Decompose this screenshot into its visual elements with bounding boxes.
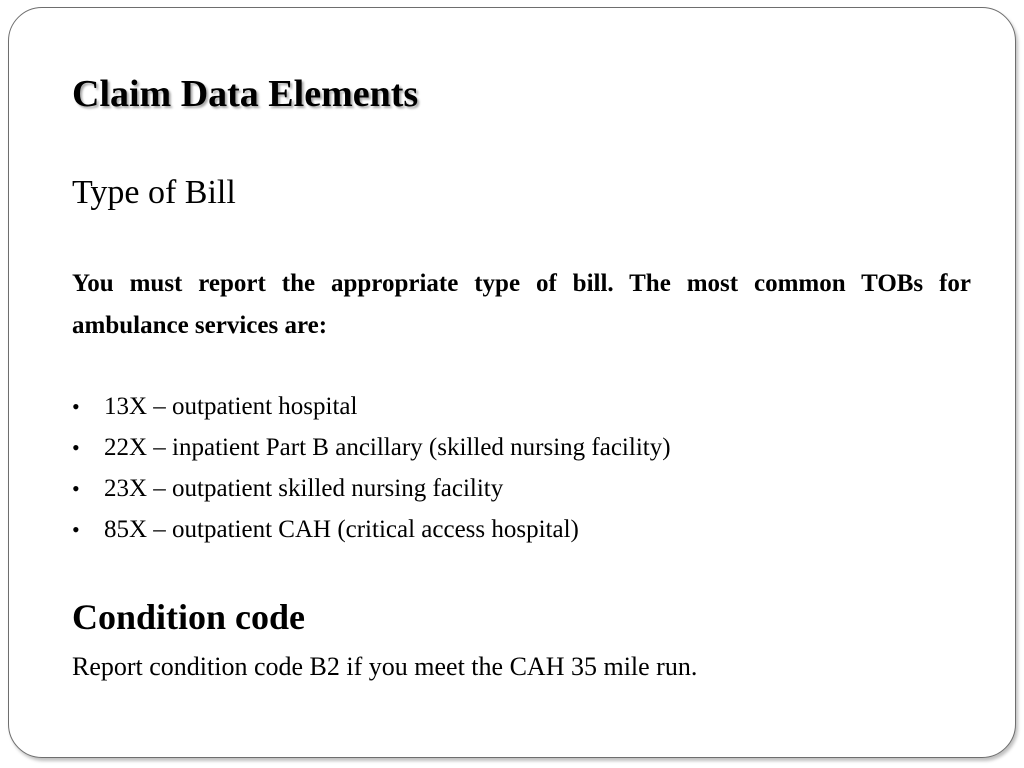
list-item-text: 23X – outpatient skilled nursing facility (104, 475, 504, 502)
list-item-text: 85X – outpatient CAH (critical access hospital) (104, 516, 579, 543)
bullet-icon: • (72, 435, 80, 460)
list-item (72, 509, 671, 550)
condition-code-heading: Condition code (72, 597, 306, 637)
bullet-icon: • (72, 476, 80, 501)
tob-list (72, 386, 671, 550)
list-item-text: 22X – inpatient Part B ancillary (skilled nursing facility) (104, 434, 671, 461)
bullet-icon: • (72, 517, 80, 542)
slide-frame (8, 7, 1016, 758)
type-of-bill-heading: Type of Bill (72, 174, 236, 211)
list-item-text: 13X – outpatient hospital (104, 393, 358, 420)
list-item (72, 427, 671, 468)
list-item (72, 468, 671, 509)
type-of-bill-intro: You must report the appropriate type of bill. The most common TOBs for ambulance services are: (72, 270, 971, 339)
list-item (72, 386, 671, 427)
condition-code-text: Report condition code B2 if you meet the CAH 35 mile run. (72, 652, 698, 681)
slide-title: Claim Data Elements (72, 73, 419, 115)
bullet-icon: • (72, 394, 80, 419)
